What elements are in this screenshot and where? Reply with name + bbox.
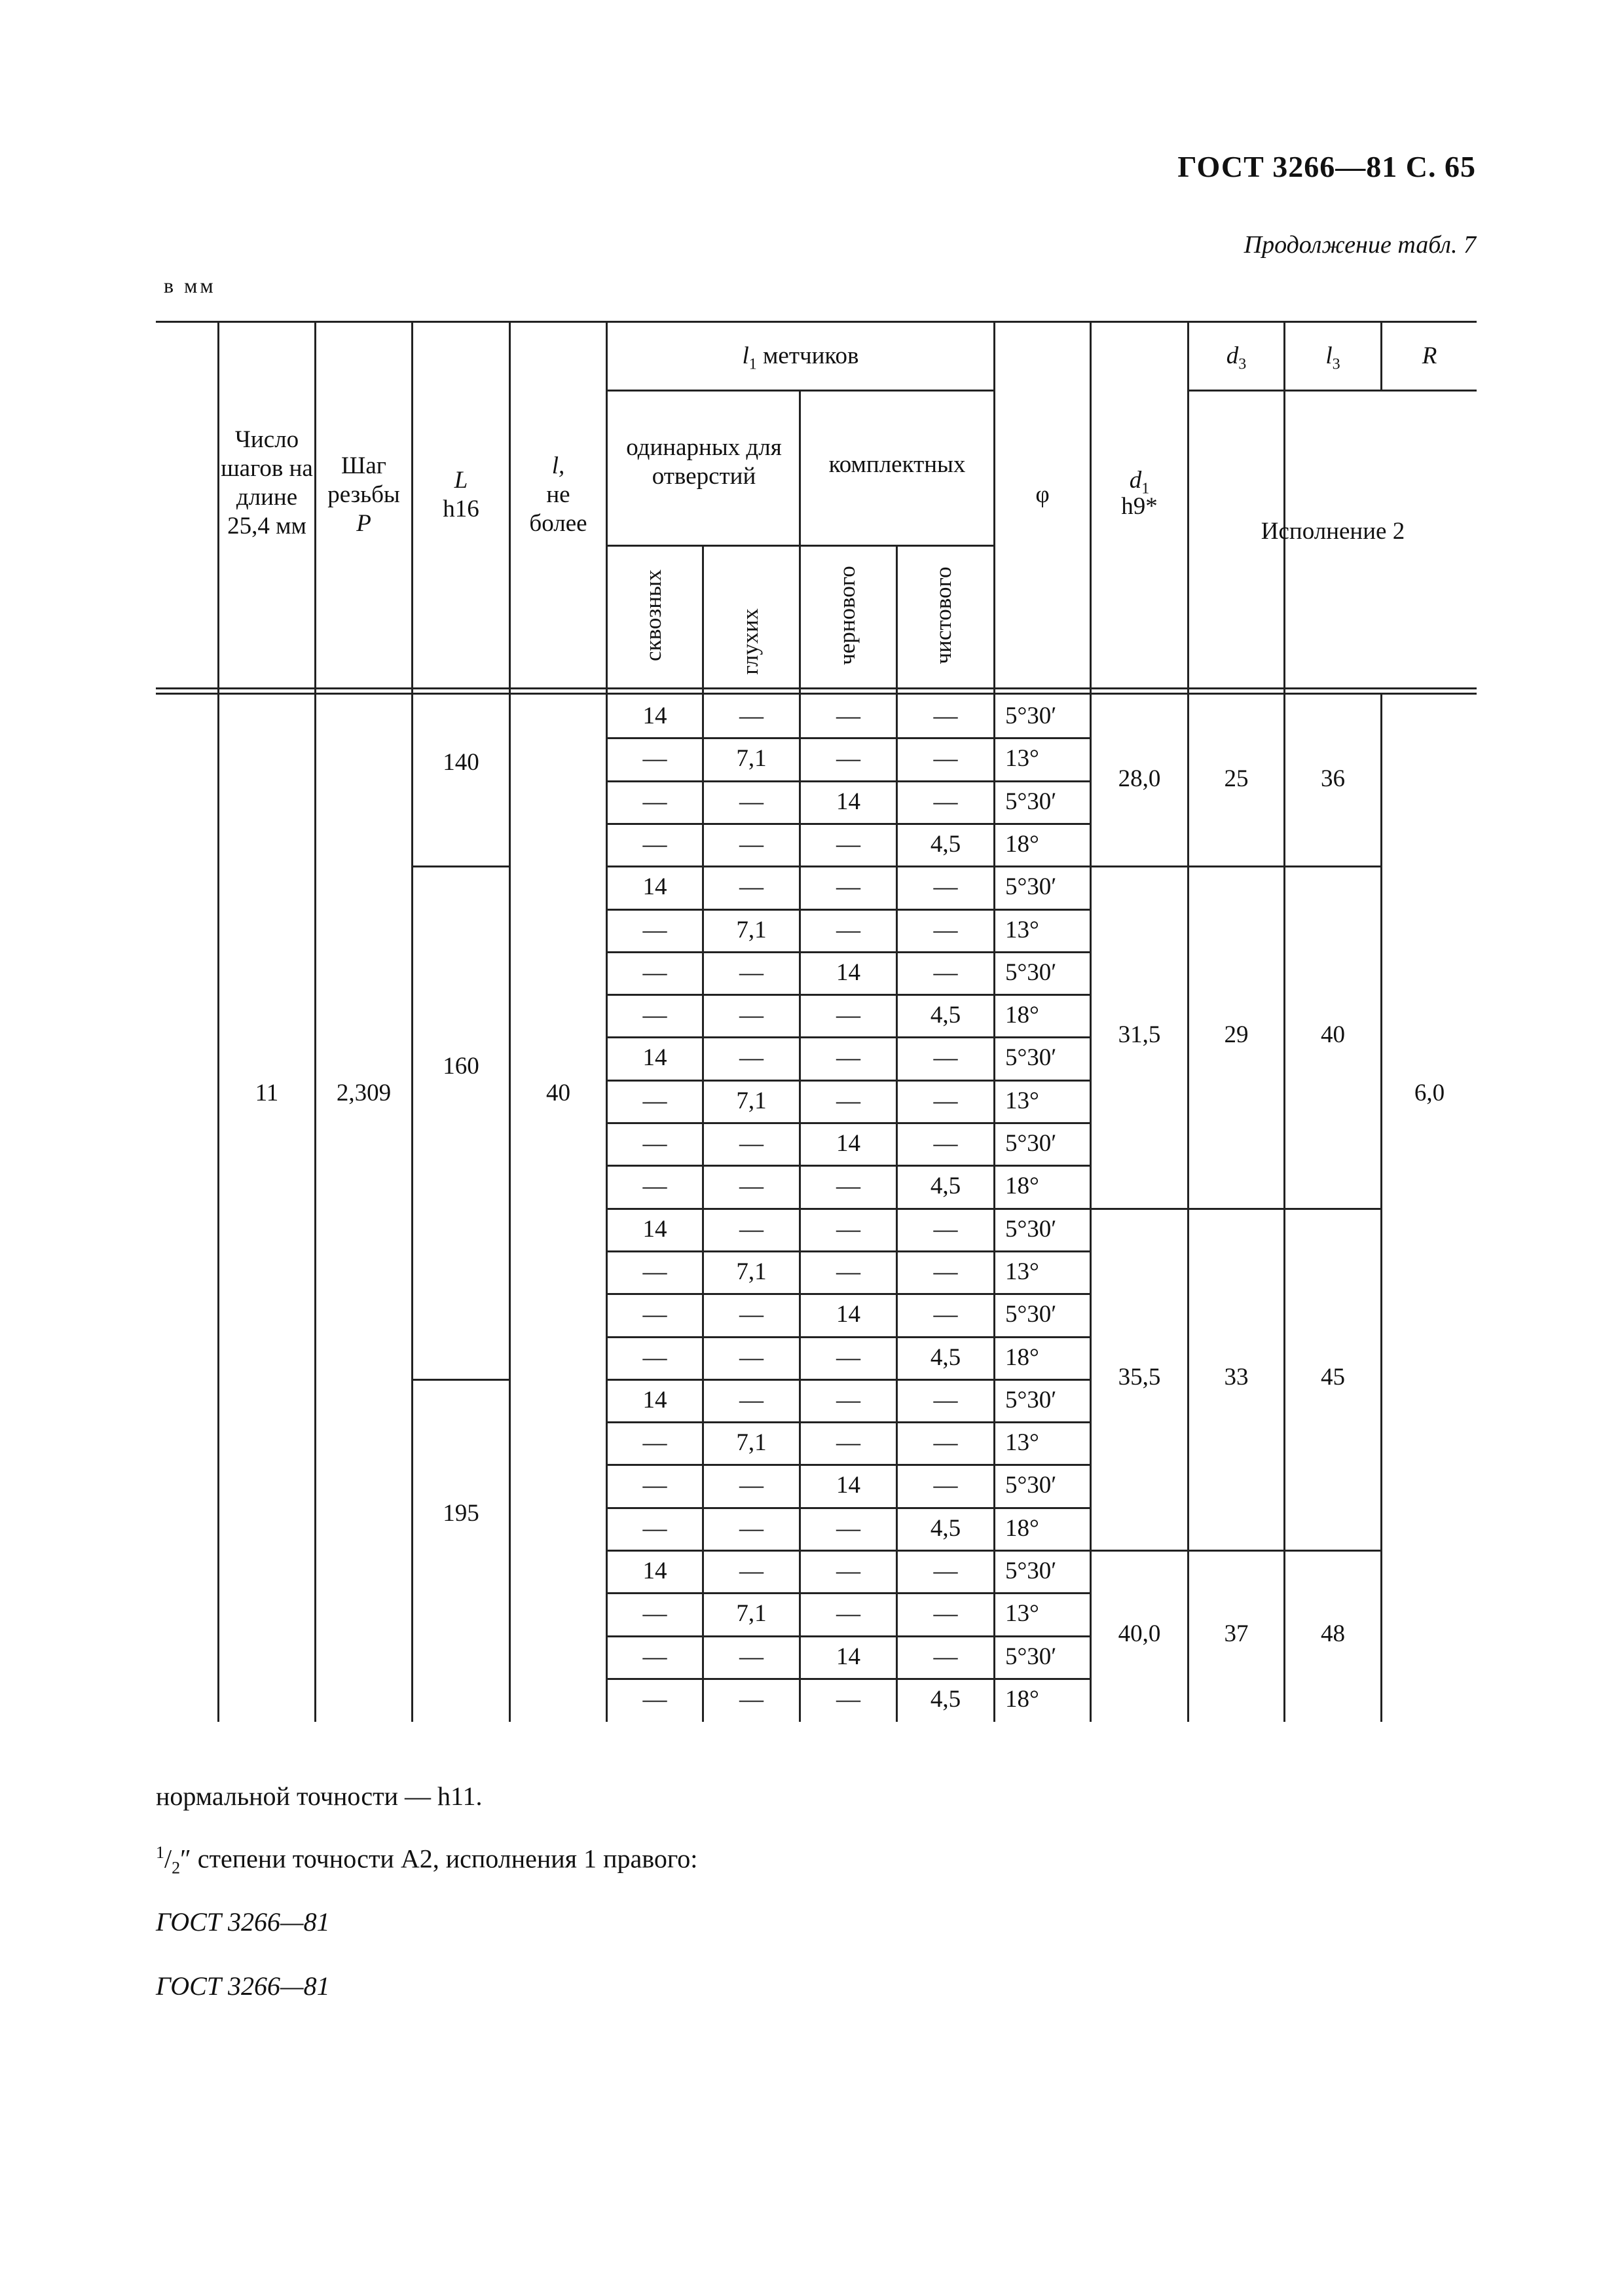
header-pitch-line1: Шаг (341, 452, 386, 479)
footer-line3: ГОСТ 3266—81 (156, 1907, 330, 1937)
table-cell: — (642, 1130, 667, 1157)
header-pitch-symbol: P (356, 510, 371, 537)
table-cell: 5°30′ (1005, 958, 1057, 986)
header-complete: комплектных (828, 451, 966, 478)
table-cell: — (642, 1258, 667, 1285)
table-cell: 5°30′ (1005, 1301, 1057, 1328)
table-cell: 5°30′ (1005, 702, 1057, 729)
header-execution: Исполнение 2 (1261, 518, 1405, 545)
vline-col13-body (1380, 693, 1382, 1722)
footer-frac-den: 2 (172, 1858, 181, 1878)
table-cell: — (739, 1173, 764, 1200)
table-cell: 14 (836, 1130, 860, 1157)
cell-L-160: 160 (443, 1053, 479, 1080)
table-cell: — (739, 830, 764, 858)
table-cell: — (739, 1386, 764, 1413)
table-cell: — (642, 1685, 667, 1713)
table-cell: 14 (836, 958, 860, 986)
table-cell: — (933, 1215, 958, 1243)
table-cell: 14 (642, 702, 667, 729)
L-divider (411, 866, 511, 867)
table-cell: — (739, 1685, 764, 1713)
header-through: сквозных (640, 570, 666, 661)
header-l-symbol: l, (551, 452, 565, 479)
table-cell: 18° (1005, 1685, 1039, 1713)
table-cell: 4,5 (930, 1173, 961, 1200)
header-double-line-1 (156, 687, 1477, 689)
table-cell: — (836, 830, 860, 858)
table-cell: — (933, 1301, 958, 1328)
header-d1-symbol: d (1129, 467, 1142, 494)
group-cell-d3: 25 (1224, 765, 1249, 792)
row-divider (606, 1250, 1092, 1252)
cell-R: 6,0 (1414, 1080, 1445, 1106)
footer-line1: нормальной точности — h11. (156, 1781, 483, 1811)
header-blind: глухих (737, 608, 763, 675)
table-cell: — (642, 1600, 667, 1628)
header-l3-sub: 3 (1332, 355, 1340, 373)
row-divider (606, 1550, 1092, 1552)
table-cell: 7,1 (736, 1429, 767, 1457)
table-cell: — (739, 788, 764, 815)
header-d3-symbol: d (1226, 342, 1239, 369)
table-cell: 14 (836, 1643, 860, 1670)
table-cell: — (933, 958, 958, 986)
table-cell: — (836, 1600, 860, 1628)
table-cell: 18° (1005, 1514, 1039, 1542)
cell-L-195: 195 (443, 1500, 479, 1527)
table-cell: 14 (642, 1386, 667, 1413)
row-divider (606, 994, 1092, 996)
table-cell: 5°30′ (1005, 1472, 1057, 1499)
row-divider (606, 866, 1092, 867)
group-cell-l3: 48 (1321, 1620, 1345, 1647)
header-L-tol: h16 (443, 496, 479, 522)
table-cell: — (836, 1173, 860, 1200)
unit-label: в мм (164, 274, 216, 297)
row-divider (606, 1592, 1092, 1594)
table-cell: 4,5 (930, 1685, 961, 1713)
table-continuation-label: Продолжение табл. 7 (1244, 231, 1476, 259)
table-cell: — (836, 1258, 860, 1285)
group-divider (1090, 1550, 1382, 1552)
row-divider (606, 1421, 1092, 1423)
row-divider (606, 1293, 1092, 1295)
group-divider (1090, 1208, 1382, 1210)
table-cell: — (836, 1386, 860, 1413)
table-top-border (156, 321, 1477, 323)
table-cell: — (933, 1643, 958, 1670)
table-cell: — (642, 916, 667, 943)
table-cell: — (739, 1002, 764, 1029)
table-cell: — (642, 1514, 667, 1542)
table-cell: — (933, 1472, 958, 1499)
header-phi: φ (1035, 481, 1050, 508)
table-cell: 14 (836, 1301, 860, 1328)
table-cell: — (933, 788, 958, 815)
header-finish: чистового (931, 566, 956, 665)
table-cell: 7,1 (736, 745, 767, 773)
table-cell: — (739, 1343, 764, 1371)
table-cell: 13° (1005, 1429, 1039, 1457)
header-rough: чернового (834, 566, 860, 665)
table-cell: — (739, 958, 764, 986)
table-cell: — (642, 830, 667, 858)
header-d1-tol: h9* (1121, 493, 1158, 520)
header-single: одинарных для отверстий (626, 434, 782, 490)
table-cell: 5°30′ (1005, 1558, 1057, 1584)
table-cell: 5°30′ (1005, 1044, 1057, 1072)
table-cell: — (642, 788, 667, 815)
table-cell: — (739, 1215, 764, 1243)
header-steps: Число шагов на длине 25,4 мм (221, 426, 313, 539)
table-cell: — (739, 1301, 764, 1328)
table-cell: 14 (642, 1044, 667, 1072)
table-cell: 13° (1005, 745, 1039, 773)
table-cell: — (836, 1685, 860, 1713)
table-cell: 7,1 (736, 1600, 767, 1628)
table-cell: — (642, 1087, 667, 1114)
table-cell: — (642, 745, 667, 773)
row-divider (606, 780, 1092, 782)
header-d1-sub: 1 (1141, 480, 1150, 498)
table-cell: — (933, 702, 958, 729)
row-divider (606, 1036, 1092, 1038)
table-cell: — (836, 1215, 860, 1243)
table-cell: — (739, 1514, 764, 1542)
header-l3 (1285, 342, 1380, 378)
table-cell: — (836, 1558, 860, 1584)
table-cell: — (933, 1429, 958, 1457)
table-cell: 7,1 (736, 1258, 767, 1285)
table-cell: 5°30′ (1005, 1215, 1057, 1243)
group-cell-d1: 35,5 (1118, 1364, 1161, 1391)
table-cell: 14 (836, 788, 860, 815)
table-cell: 14 (642, 1558, 667, 1584)
header-l1 (608, 342, 993, 378)
footer-line2: $^1/_2''$ степени точности А2, исполнения 1 правого: (156, 1843, 698, 1878)
header-d3-sub: 3 (1238, 355, 1247, 373)
footer-line4: ГОСТ 3266—81 (156, 1971, 330, 2001)
row-divider (606, 737, 1092, 739)
row-divider (606, 1336, 1092, 1338)
table-cell: 5°30′ (1005, 1386, 1057, 1413)
table-cell: — (933, 1087, 958, 1114)
header-l1-symbol: l (742, 342, 749, 369)
table-cell: — (642, 1002, 667, 1029)
row-divider (606, 1080, 1092, 1082)
table-cell: 4,5 (930, 1343, 961, 1371)
table-cell: 4,5 (930, 830, 961, 858)
table-cell: — (739, 1643, 764, 1670)
table-cell: 18° (1005, 1173, 1039, 1200)
table-cell: 18° (1005, 1343, 1039, 1371)
cell-pitch: 2,309 (336, 1080, 392, 1106)
table-cell: 7,1 (736, 916, 767, 943)
table-cell: — (739, 702, 764, 729)
table-cell: — (642, 1472, 667, 1499)
row-divider (606, 1678, 1092, 1680)
row-divider (606, 1507, 1092, 1509)
table-cell: — (642, 1429, 667, 1457)
cell-l-max: 40 (546, 1080, 570, 1106)
table-cell: — (933, 745, 958, 773)
table-cell: 13° (1005, 1600, 1039, 1628)
table-cell: — (642, 1643, 667, 1670)
table-cell: — (836, 702, 860, 729)
header-l-line3: более (529, 510, 587, 537)
table-cell: — (642, 1173, 667, 1200)
header-pitch-line2: резьбы (327, 481, 400, 508)
table-cell: — (933, 1258, 958, 1285)
group-cell-d3: 29 (1224, 1021, 1249, 1048)
table-cell: — (836, 916, 860, 943)
table-cell: 5°30′ (1005, 1130, 1057, 1157)
table-cell: 13° (1005, 1258, 1039, 1285)
table-cell: 13° (1005, 1087, 1039, 1114)
table-cell: 18° (1005, 830, 1039, 858)
table-cell: 14 (836, 1472, 860, 1499)
header-l1-sub: 1 (748, 355, 757, 373)
table-cell: — (933, 1386, 958, 1413)
table-cell: — (933, 916, 958, 943)
table-cell: — (739, 1130, 764, 1157)
table-cell: 13° (1005, 916, 1039, 943)
table-cell: 5°30′ (1005, 1643, 1057, 1670)
table-cell: 5°30′ (1005, 788, 1057, 815)
header-l1-text: метчиков (763, 342, 859, 369)
header-double-line-2 (156, 693, 1477, 695)
header-d3 (1189, 342, 1283, 378)
row-divider (606, 823, 1092, 825)
header-l3-symbol: l (1325, 342, 1333, 369)
cell-L-140: 140 (443, 749, 479, 776)
L-divider (411, 1379, 511, 1381)
row-divider (606, 1122, 1092, 1124)
table-cell: — (933, 1558, 958, 1584)
table-cell: — (642, 1301, 667, 1328)
header-R: R (1422, 342, 1437, 369)
footer-line2-text: ″ степени точности А2, исполнения 1 правого: (180, 1844, 698, 1874)
table-cell: 4,5 (930, 1002, 961, 1029)
table-cell: — (836, 1514, 860, 1542)
row-divider (606, 1379, 1092, 1381)
table-cell: — (739, 1558, 764, 1584)
vline-col9 (993, 321, 995, 1722)
table-cell: — (836, 873, 860, 901)
table-cell: — (933, 1600, 958, 1628)
row-divider (606, 1208, 1092, 1210)
page-header: ГОСТ 3266—81 С. 65 (1177, 150, 1476, 183)
table-cell: 14 (642, 1215, 667, 1243)
table-cell: — (739, 1472, 764, 1499)
row-divider (606, 1464, 1092, 1466)
row-divider (606, 1635, 1092, 1637)
row-divider (606, 951, 1092, 953)
footer-frac-num: 1 (156, 1843, 164, 1862)
group-cell-d1: 28,0 (1118, 765, 1161, 792)
table-cell: — (836, 1343, 860, 1371)
table-cell: — (933, 1130, 958, 1157)
table-cell: — (739, 1044, 764, 1072)
row-divider (606, 1165, 1092, 1167)
table-cell: 14 (642, 873, 667, 901)
group-cell-d3: 33 (1224, 1364, 1249, 1391)
row-divider (606, 909, 1092, 911)
table-cell: — (836, 1002, 860, 1029)
group-divider (1090, 866, 1382, 867)
cell-steps: 11 (255, 1080, 279, 1106)
table-cell: 18° (1005, 1002, 1039, 1029)
table-cell: — (642, 958, 667, 986)
group-cell-d3: 37 (1224, 1620, 1249, 1647)
header-l-line2: не (546, 481, 570, 508)
group-cell-d1: 40,0 (1118, 1620, 1161, 1647)
header-L-symbol: L (454, 467, 468, 494)
group-cell-d1: 31,5 (1118, 1021, 1161, 1048)
table-cell: — (836, 1087, 860, 1114)
table-cell: — (933, 873, 958, 901)
group-cell-l3: 36 (1321, 765, 1345, 792)
table-cell: 4,5 (930, 1514, 961, 1542)
table-cell: — (933, 1044, 958, 1072)
table-cell: — (739, 873, 764, 901)
table-cell: — (836, 1044, 860, 1072)
table-cell: — (836, 1429, 860, 1457)
header-line-d3 (1189, 390, 1477, 392)
group-cell-l3: 40 (1321, 1021, 1345, 1048)
table-cell: — (642, 1343, 667, 1371)
table-cell: — (836, 745, 860, 773)
table-cell: 7,1 (736, 1087, 767, 1114)
table-cell: 5°30′ (1005, 873, 1057, 901)
group-cell-l3: 45 (1321, 1364, 1345, 1391)
